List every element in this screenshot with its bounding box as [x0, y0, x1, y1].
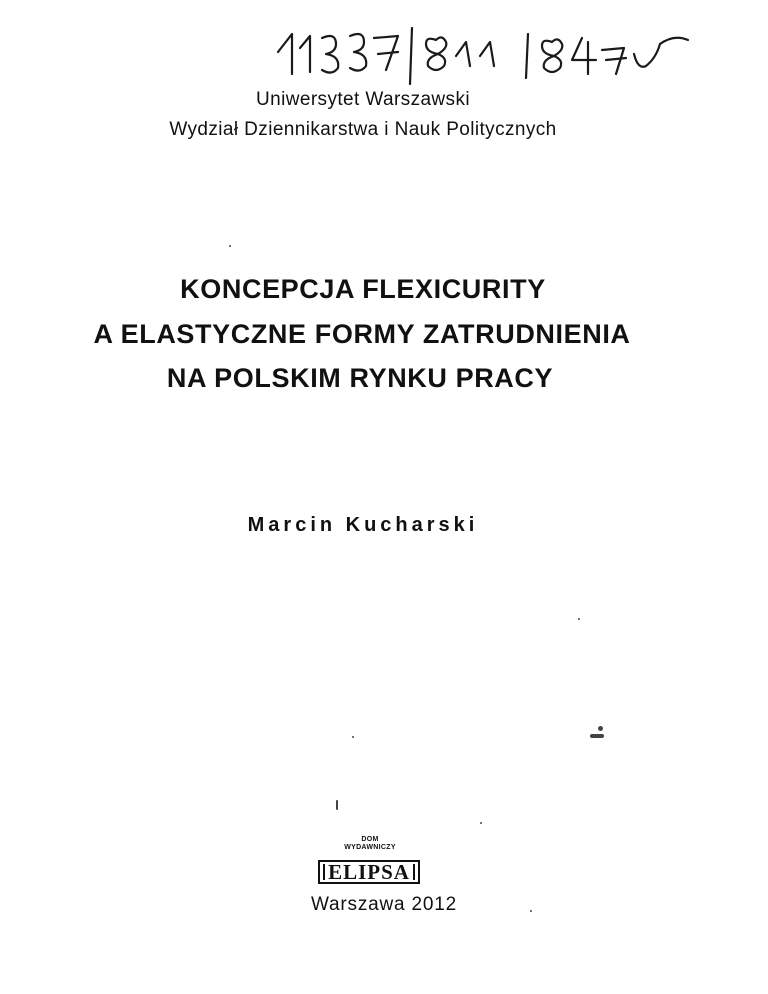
publisher-logo-caption: [312, 836, 428, 852]
publisher-logo: [312, 836, 428, 892]
handwritten-call-number: [270, 14, 710, 90]
scan-speck: [336, 800, 338, 810]
book-title-line-2: A ELASTYCZNE FORMY ZATRUDNIENIA: [93, 319, 631, 349]
handwritten-call-number-drawing: [270, 14, 710, 90]
publisher-logo-name: ELIPSA: [318, 860, 420, 884]
scan-speck: [590, 734, 604, 738]
author-name: Marcin Kucharski: [247, 514, 479, 536]
book-title-line-3: NA POLSKIM RYNKU PRACY: [166, 363, 554, 393]
scan-speck: [578, 618, 580, 620]
faculty-name: Wydział Dziennikarstwa i Nauk Politycznych: [169, 119, 557, 140]
imprint-place-year: Warszawa 2012: [311, 894, 457, 915]
book-title-line-1: KONCEPCJA FLEXICURITY: [180, 274, 546, 304]
scan-speck: [352, 736, 354, 738]
scan-speck: [598, 726, 603, 731]
scan-speck: [530, 910, 532, 912]
publisher-logo-caption-line-2: WYDAWNICZY: [344, 844, 396, 851]
publisher-logo-caption-line-1: DOM: [361, 836, 379, 843]
scan-speck: [480, 822, 482, 824]
scan-speck: [229, 245, 231, 247]
university-name: Uniwersytet Warszawski: [256, 89, 470, 110]
